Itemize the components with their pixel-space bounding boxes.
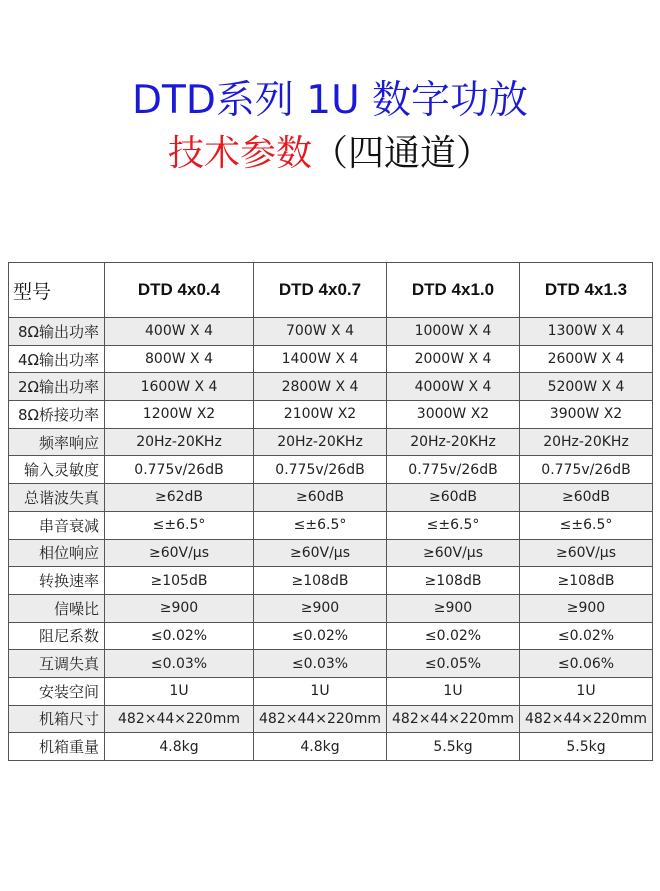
table-cell: 0.775v/26dB: [254, 456, 387, 484]
table-cell: ≤0.05%: [387, 650, 520, 678]
table-cell: 1U: [105, 677, 254, 705]
table-row: [9, 677, 653, 705]
table-cell: 1U: [387, 677, 520, 705]
table-cell: 1200W X2: [105, 401, 254, 429]
row-label: 互调失真: [9, 650, 105, 678]
table-cell: 0.775v/26dB: [520, 456, 653, 484]
row-label: 总谐波失真: [9, 484, 105, 512]
table-cell: 20Hz-20KHz: [105, 428, 254, 456]
spec-table: [8, 262, 653, 761]
table-cell: 4000W X 4: [387, 373, 520, 401]
row-label: 安装空间: [9, 677, 105, 705]
table-cell: ≥108dB: [254, 567, 387, 595]
table-cell: 800W X 4: [105, 345, 254, 373]
table-cell: ≤0.06%: [520, 650, 653, 678]
page-subtitle: [0, 130, 660, 178]
table-cell: ≥108dB: [387, 567, 520, 595]
table-cell: 3000W X2: [387, 401, 520, 429]
table-cell: ≥900: [105, 594, 254, 622]
table-cell: 2100W X2: [254, 401, 387, 429]
table-cell: ≤±6.5°: [387, 511, 520, 539]
table-cell: 5.5kg: [520, 733, 653, 761]
subtitle-highlight: 技术参数: [167, 133, 312, 174]
table-cell: 5200W X 4: [520, 373, 653, 401]
table-row: [9, 318, 653, 346]
table-cell: 20Hz-20KHz: [387, 428, 520, 456]
table-cell: 5.5kg: [387, 733, 520, 761]
table-row: [9, 650, 653, 678]
table-cell: ≥60dB: [387, 484, 520, 512]
table-cell: 700W X 4: [254, 318, 387, 346]
row-label: 8Ω输出功率: [9, 318, 105, 346]
table-row: [9, 484, 653, 512]
table-row: [9, 539, 653, 567]
table-cell: ≤0.03%: [254, 650, 387, 678]
table-cell: 1U: [254, 677, 387, 705]
table-cell: 2800W X 4: [254, 373, 387, 401]
header-model-label: 型号: [9, 263, 105, 318]
table-row: [9, 705, 653, 733]
row-label: 2Ω输出功率: [9, 373, 105, 401]
table-row: [9, 567, 653, 595]
table-cell: 1300W X 4: [520, 318, 653, 346]
table-cell: ≤±6.5°: [254, 511, 387, 539]
header-model-4x04: DTD 4x0.4: [105, 263, 254, 318]
table-cell: 482×44×220mm: [387, 705, 520, 733]
table-row: [9, 345, 653, 373]
table-cell: ≥60V/μs: [105, 539, 254, 567]
table-cell: 2000W X 4: [387, 345, 520, 373]
row-label: 输入灵敏度: [9, 456, 105, 484]
table-cell: 2600W X 4: [520, 345, 653, 373]
table-cell: 482×44×220mm: [105, 705, 254, 733]
table-cell: 3900W X2: [520, 401, 653, 429]
spec-header-row: [9, 263, 653, 318]
table-cell: ≥60V/μs: [254, 539, 387, 567]
header-model-4x10: DTD 4x1.0: [387, 263, 520, 318]
table-cell: ≤±6.5°: [105, 511, 254, 539]
row-label: 4Ω输出功率: [9, 345, 105, 373]
table-cell: 20Hz-20KHz: [520, 428, 653, 456]
table-row: [9, 733, 653, 761]
row-label: 转换速率: [9, 567, 105, 595]
table-row: [9, 594, 653, 622]
row-label: 串音衰减: [9, 511, 105, 539]
table-row: [9, 373, 653, 401]
table-cell: 20Hz-20KHz: [254, 428, 387, 456]
table-cell: 1400W X 4: [254, 345, 387, 373]
table-row: [9, 401, 653, 429]
table-cell: ≥900: [387, 594, 520, 622]
table-cell: 4.8kg: [254, 733, 387, 761]
table-cell: ≤0.02%: [105, 622, 254, 650]
table-cell: ≥108dB: [520, 567, 653, 595]
table-cell: 482×44×220mm: [520, 705, 653, 733]
row-label: 频率响应: [9, 428, 105, 456]
table-cell: 1U: [520, 677, 653, 705]
row-label: 相位响应: [9, 539, 105, 567]
page-title: DTD系列 1U 数字功放: [131, 78, 529, 123]
table-cell: ≥900: [254, 594, 387, 622]
table-row: [9, 456, 653, 484]
row-label: 阻尼系数: [9, 622, 105, 650]
table-cell: 482×44×220mm: [254, 705, 387, 733]
table-cell: ≥60V/μs: [387, 539, 520, 567]
row-label: 机箱重量: [9, 733, 105, 761]
table-cell: ≥60V/μs: [520, 539, 653, 567]
table-cell: ≤0.03%: [105, 650, 254, 678]
table-cell: 1600W X 4: [105, 373, 254, 401]
table-cell: 4.8kg: [105, 733, 254, 761]
table-cell: ≤0.02%: [520, 622, 653, 650]
header-model-4x07: DTD 4x0.7: [254, 263, 387, 318]
row-label: 信噪比: [9, 594, 105, 622]
table-cell: ≥62dB: [105, 484, 254, 512]
subtitle-rest: （四通道）: [312, 133, 493, 174]
table-row: [9, 511, 653, 539]
table-cell: ≤0.02%: [387, 622, 520, 650]
table-cell: 0.775v/26dB: [105, 456, 254, 484]
table-cell: 400W X 4: [105, 318, 254, 346]
row-label: 机箱尺寸: [9, 705, 105, 733]
table-cell: ≥60dB: [520, 484, 653, 512]
table-cell: ≤±6.5°: [520, 511, 653, 539]
table-cell: ≥105dB: [105, 567, 254, 595]
table-cell: ≥60dB: [254, 484, 387, 512]
table-row: [9, 428, 653, 456]
row-label: 8Ω桥接功率: [9, 401, 105, 429]
table-cell: ≥900: [520, 594, 653, 622]
table-cell: 0.775v/26dB: [387, 456, 520, 484]
header-model-4x13: DTD 4x1.3: [520, 263, 653, 318]
table-row: [9, 622, 653, 650]
table-cell: 1000W X 4: [387, 318, 520, 346]
table-cell: ≤0.02%: [254, 622, 387, 650]
